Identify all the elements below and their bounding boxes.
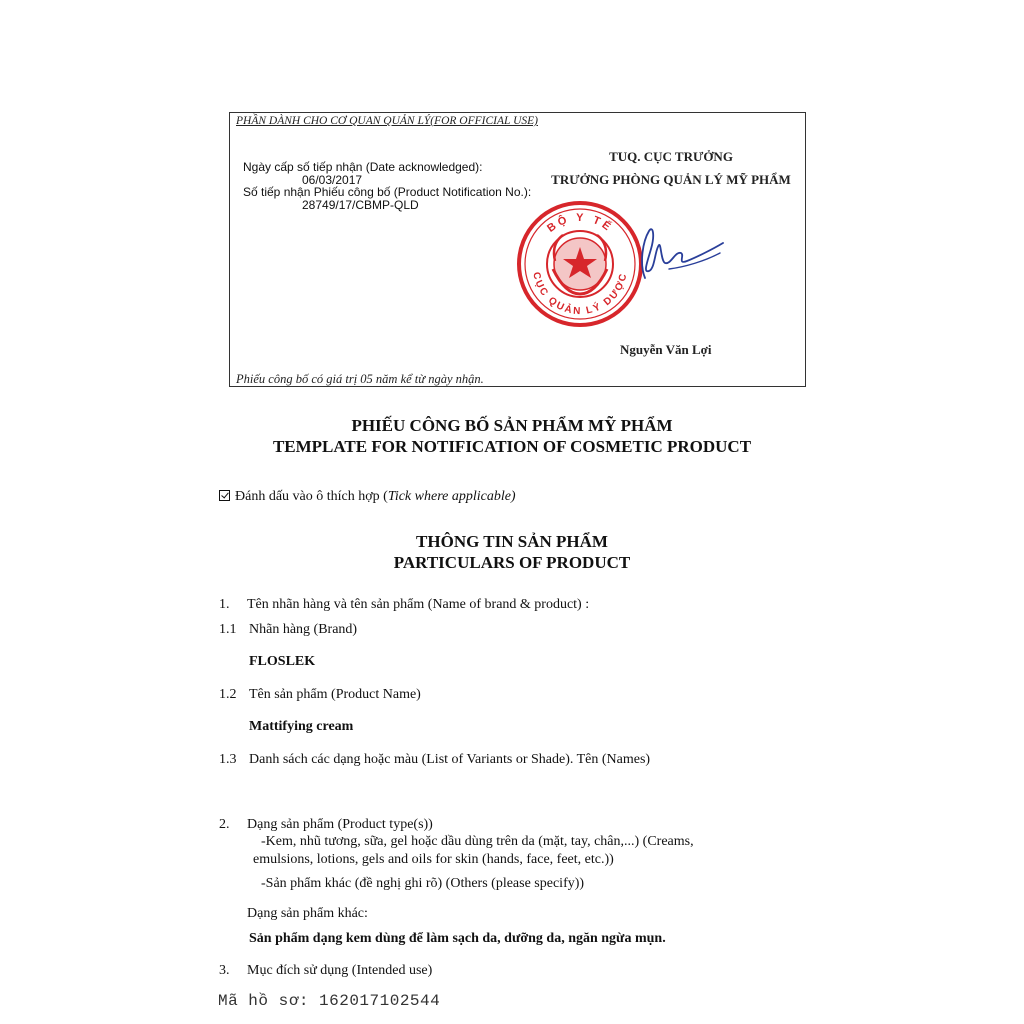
product-type-creams-line1: -Kem, nhũ tương, sữa, gel hoặc dầu dùng trên da (mặt, tay, chân,...) (Creams, xyxy=(261,834,694,849)
authority-subtitle: TRƯỞNG PHÒNG QUẢN LÝ MỸ PHẨM xyxy=(551,172,791,187)
section-title-en: PARTICULARS OF PRODUCT xyxy=(393,553,631,572)
form-title-vi: PHIẾU CÔNG BỐ SẢN PHẨM MỸ PHẨM xyxy=(351,416,673,435)
item-1-3-text: Danh sách các dạng hoặc màu (List of Variants or Shade). Tên (Names) xyxy=(249,752,651,767)
date-acknowledged-value: 06/03/2017 xyxy=(302,173,363,187)
item-1-number: 1. xyxy=(219,597,230,612)
notification-number-value: 28749/17/CBMP-QLD xyxy=(302,198,419,212)
official-use-header: PHẦN DÀNH CHO CƠ QUAN QUẢN LÝ(FOR OFFICIAL USE) xyxy=(236,115,538,127)
signature-mark xyxy=(625,223,735,293)
item-1-text: Tên nhãn hàng và tên sản phẩm (Name of brand & product) : xyxy=(247,597,590,612)
product-type-creams-line2: emulsions, lotions, gels and oils for skin (hands, face, feet, etc.)) xyxy=(253,852,614,867)
product-name-value: Mattifying cream xyxy=(249,719,354,734)
item-3-text: Mục đích sử dụng (Intended use) xyxy=(247,963,433,978)
section-title-vi: THÔNG TIN SẢN PHẨM xyxy=(416,532,608,551)
other-type-label: Dạng sản phẩm khác: xyxy=(247,906,368,921)
authority-title: TUQ. CỤC TRƯỞNG xyxy=(609,149,733,164)
stamp-top-text: BỘ Y TẾ xyxy=(545,211,615,235)
product-type-others: -Sản phẩm khác (đề nghị ghi rõ) (Others (please specify)) xyxy=(261,876,585,891)
tick-note-text: Đánh dấu vào ô thích hợp ( xyxy=(235,489,388,504)
item-3-number: 3. xyxy=(219,963,230,978)
official-use-box xyxy=(229,112,806,387)
tick-note xyxy=(219,489,516,505)
date-acknowledged-label: Ngày cấp số tiếp nhận (Date acknowledged): xyxy=(243,160,483,174)
checkbox-icon xyxy=(219,490,230,501)
form-title-en: TEMPLATE FOR NOTIFICATION OF COSMETIC PRODUCT xyxy=(272,437,752,456)
item-1-1-number: 1.1 xyxy=(219,622,237,637)
item-1-2-number: 1.2 xyxy=(219,687,237,702)
item-1-3-number: 1.3 xyxy=(219,752,237,767)
other-type-value: Sản phẩm dạng kem dùng để làm sạch da, dưỡng da, ngăn ngừa mụn. xyxy=(249,931,666,946)
item-1-2-text: Tên sản phẩm (Product Name) xyxy=(249,687,421,702)
record-code: Mã hồ sơ: 162017102544 xyxy=(218,992,441,1010)
item-2-text: Dạng sản phẩm (Product type(s)) xyxy=(247,817,433,832)
tick-note-italic: Tick where applicable) xyxy=(387,489,516,504)
item-1-1-text: Nhãn hàng (Brand) xyxy=(249,622,358,637)
signer-name: Nguyễn Văn Lợi xyxy=(620,342,712,357)
validity-note: Phiếu công bố có giá trị 05 năm kể từ ngày nhận. xyxy=(236,372,484,386)
notification-number-label: Số tiếp nhận Phiếu công bố (Product Notification No.): xyxy=(243,185,532,199)
brand-value: FLOSLEK xyxy=(249,654,316,669)
stamp-bottom-text: CỤC QUẢN LÝ DƯỢC xyxy=(530,271,630,318)
item-2-number: 2. xyxy=(219,817,230,832)
